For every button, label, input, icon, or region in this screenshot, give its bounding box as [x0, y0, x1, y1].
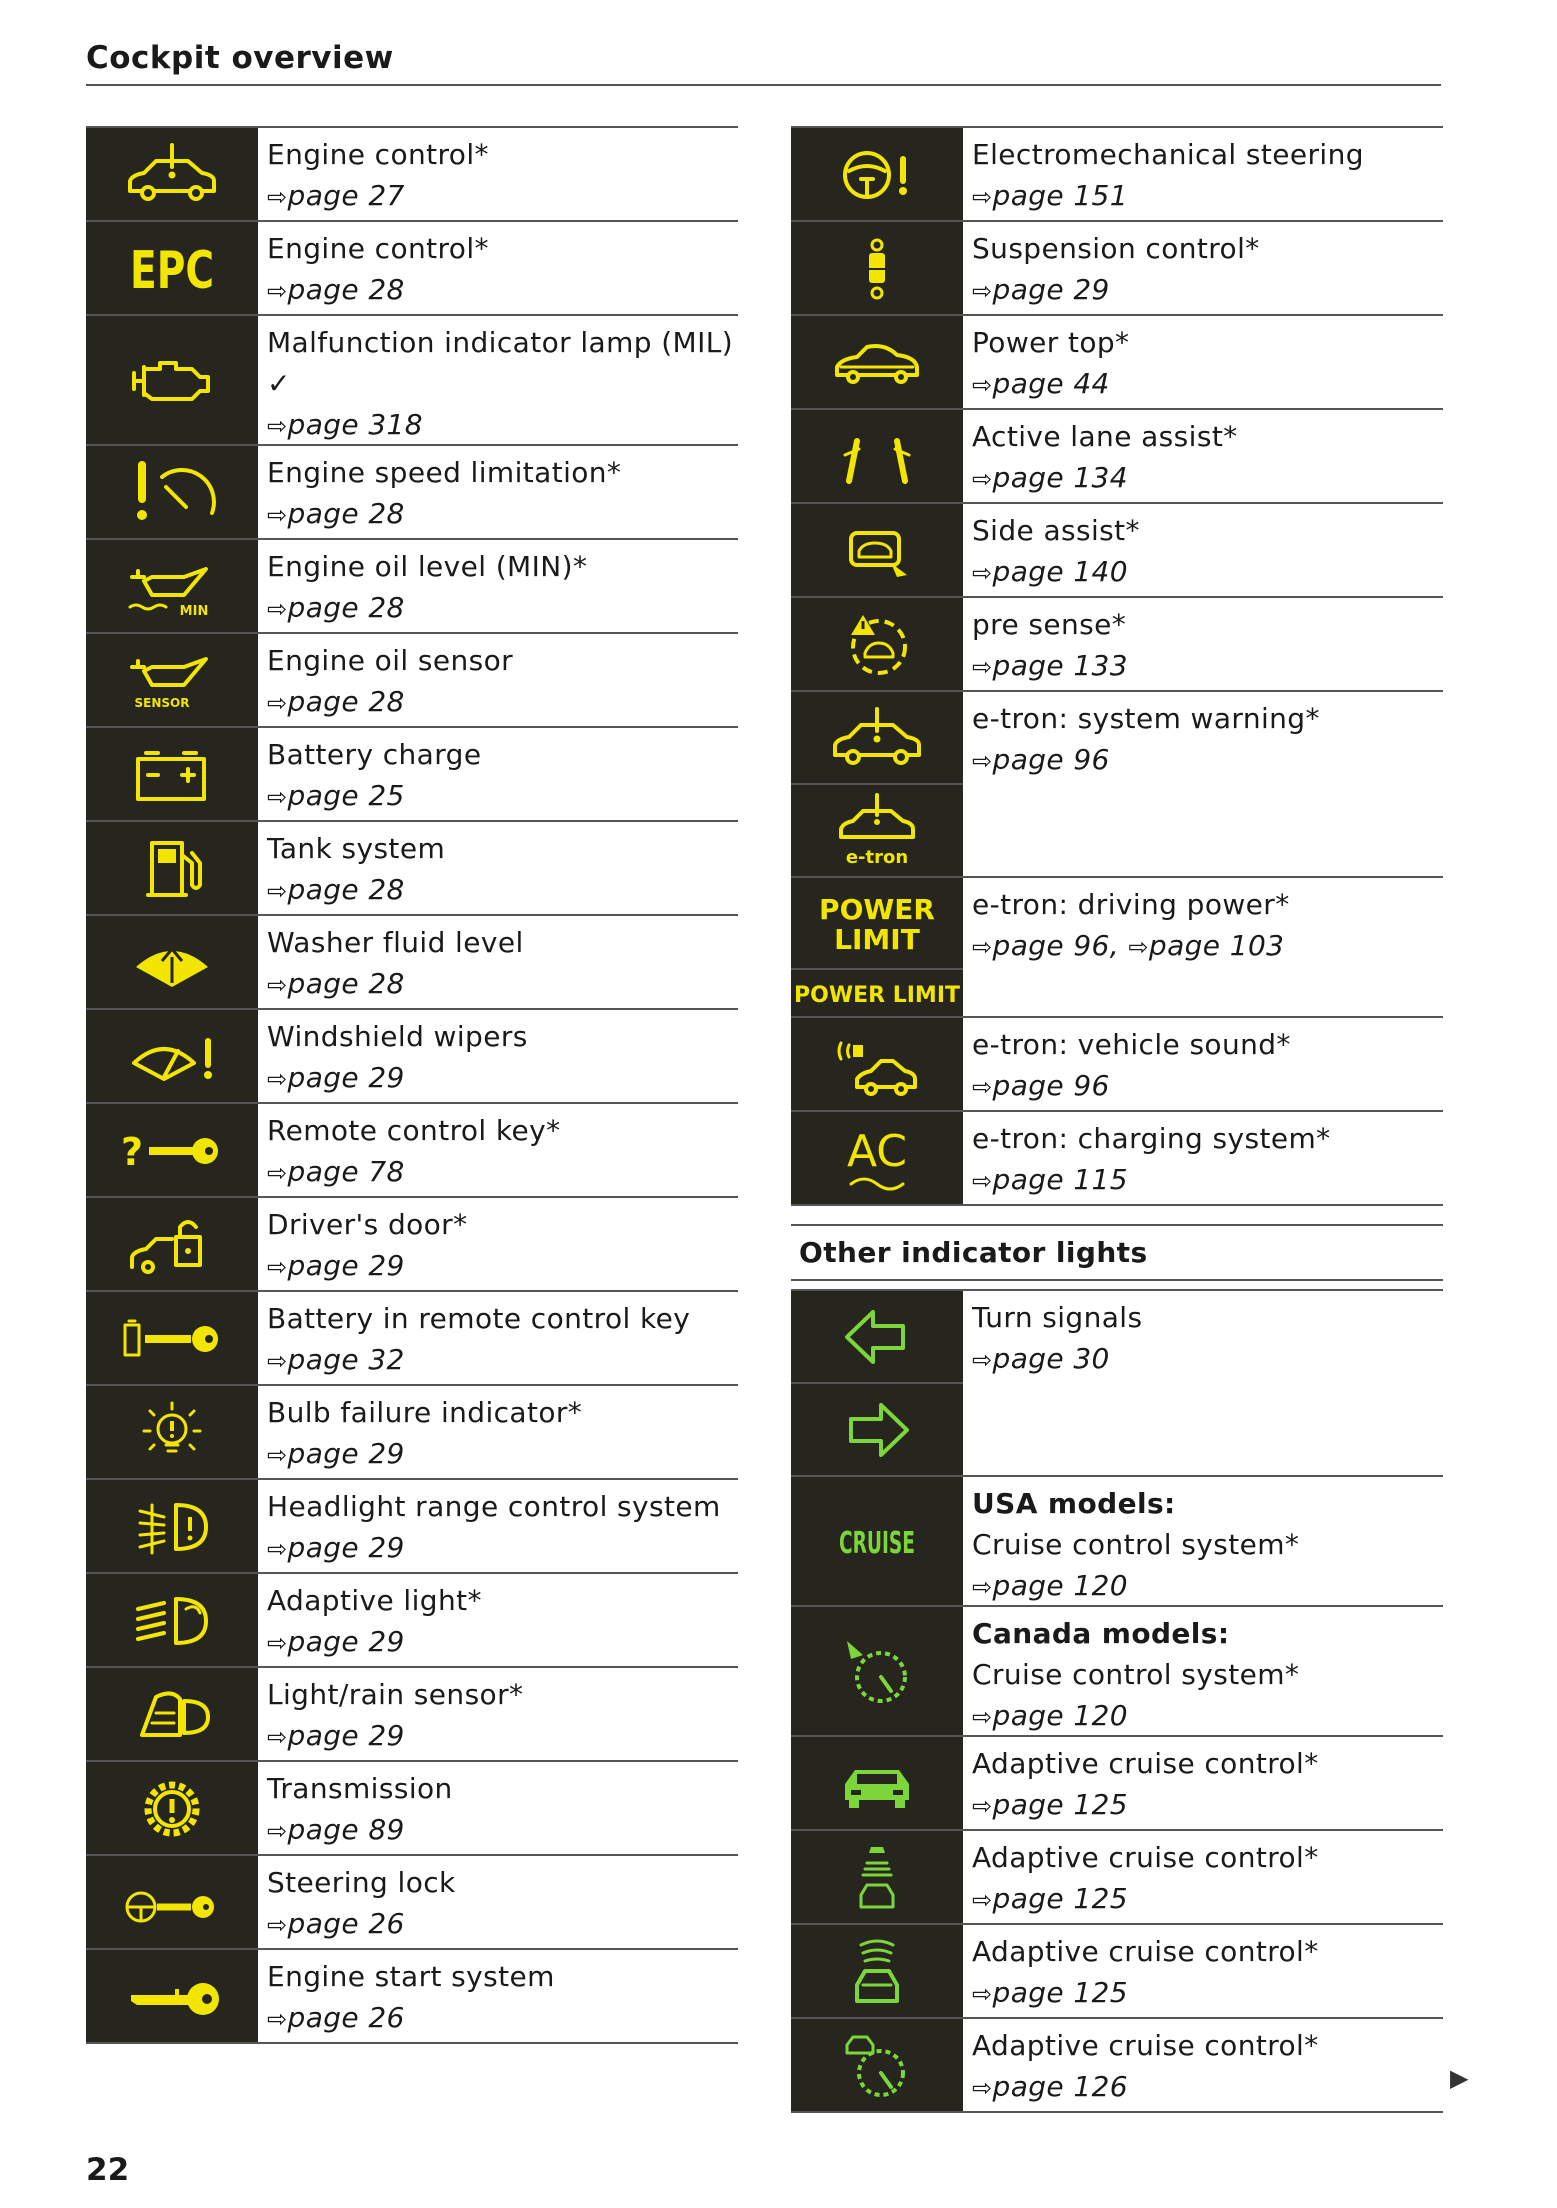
svg-text:POWER: POWER	[819, 893, 935, 926]
page-header-title: Cockpit overview	[86, 40, 394, 76]
indicator-row	[791, 2019, 1443, 2113]
power-limit-icon	[791, 968, 963, 1016]
page-reference-link[interactable]: ⇨page 140	[972, 555, 1128, 588]
page-reference-link[interactable]: ⇨page 96	[972, 743, 1110, 776]
indicator-row	[86, 1010, 738, 1104]
right-indicator-table	[791, 126, 1443, 2113]
region-heading: USA models:	[972, 1487, 1176, 1520]
cruise-icon	[791, 1477, 963, 1605]
indicator-row	[791, 1737, 1443, 1831]
battery-icon	[86, 728, 258, 820]
indicator-row	[86, 1480, 738, 1574]
indicator-title: Side assist*	[972, 514, 1140, 547]
next-page-arrow-icon[interactable]: ▶	[1450, 2064, 1469, 2092]
acc-car-icon	[791, 1737, 963, 1829]
indicator-title: Turn signals	[972, 1301, 1143, 1334]
washer-fluid-icon	[86, 916, 258, 1008]
indicator-title: Driver's door*	[267, 1208, 468, 1241]
indicator-row	[791, 1112, 1443, 1206]
transmission-icon	[86, 1762, 258, 1854]
page-reference-link[interactable]: ⇨page 134	[972, 461, 1128, 494]
page-reference-link[interactable]: ⇨page 32	[267, 1343, 405, 1376]
indicator-row	[791, 1018, 1443, 1112]
indicator-title: Steering lock	[267, 1866, 456, 1899]
page-reference-link[interactable]: ⇨page 44	[972, 367, 1110, 400]
indicator-title: Transmission	[267, 1772, 453, 1805]
indicator-row	[86, 634, 738, 728]
indicator-title: pre sense*	[972, 608, 1127, 641]
page-reference-link[interactable]: ⇨page 29	[267, 1061, 405, 1094]
engine-control-warning-icon	[86, 128, 258, 220]
epc-icon	[86, 222, 258, 314]
indicator-title: Engine control*	[267, 138, 489, 171]
indicator-title: Active lane assist*	[972, 420, 1238, 453]
acc-speedometer-icon	[791, 2019, 963, 2111]
engine-start-key-icon	[86, 1950, 258, 2042]
indicator-title: Power top*	[972, 326, 1130, 359]
page-reference-link[interactable]: ⇨page 126	[972, 2070, 1128, 2103]
svg-text:CRUISE: CRUISE	[839, 1526, 915, 1561]
page-reference-link[interactable]: ⇨page 26	[267, 2001, 405, 2034]
indicator-row	[86, 1386, 738, 1480]
page-reference-link[interactable]: ⇨page 28	[267, 497, 405, 530]
page-reference-link[interactable]: ⇨page 28	[267, 591, 405, 624]
fuel-pump-icon	[86, 822, 258, 914]
page-reference-link[interactable]: ⇨page 125	[972, 1976, 1128, 2009]
indicator-row	[86, 1104, 738, 1198]
indicator-row	[86, 540, 738, 634]
indicator-title: Battery in remote control key	[267, 1302, 691, 1335]
indicator-title: Malfunction indicator lamp (MIL)	[267, 326, 734, 359]
indicator-row	[86, 1668, 738, 1762]
wiper-warning-icon	[86, 1010, 258, 1102]
page-reference-link[interactable]: ⇨page 125	[972, 1882, 1128, 1915]
svg-text:e-tron: e-tron	[845, 846, 909, 868]
indicator-title: Engine control*	[267, 232, 489, 265]
page-reference-link[interactable]: ⇨page 30	[972, 1342, 1110, 1375]
page-reference-link[interactable]: ⇨page 125	[972, 1788, 1128, 1821]
region-heading: Canada models:	[972, 1617, 1230, 1650]
page-reference-link[interactable]: ⇨page 28	[267, 873, 405, 906]
page-reference-link[interactable]: ⇨page 96, ⇨page 103	[972, 929, 1285, 962]
pre-sense-icon	[791, 598, 963, 690]
drivers-door-icon	[86, 1198, 258, 1290]
indicator-row	[86, 916, 738, 1010]
indicator-title: e-tron: charging system*	[972, 1122, 1331, 1155]
svg-text:SENSOR: SENSOR	[134, 696, 190, 710]
indicator-row	[791, 1607, 1443, 1737]
indicator-row	[86, 822, 738, 916]
indicator-title: e-tron: driving power*	[972, 888, 1290, 921]
headlight-range-icon	[86, 1480, 258, 1572]
page-reference-link[interactable]: ⇨page 29	[267, 1437, 405, 1470]
suspension-icon	[791, 222, 963, 314]
indicator-title: e-tron: vehicle sound*	[972, 1028, 1291, 1061]
page-reference-link[interactable]: ⇨page 26	[267, 1907, 405, 1940]
indicator-row	[86, 728, 738, 822]
steering-warning-icon	[791, 128, 963, 220]
indicator-title: Battery charge	[267, 738, 482, 771]
etron-warning-icon	[791, 783, 963, 876]
indicator-title: Cruise control system*	[972, 1528, 1300, 1561]
etron-warning-icon	[791, 692, 963, 783]
light-rain-sensor-icon	[86, 1668, 258, 1760]
indicator-row	[791, 692, 1443, 878]
remote-key-icon	[86, 1104, 258, 1196]
page-reference-link[interactable]: ⇨page 29	[267, 1719, 405, 1752]
indicator-row	[86, 1574, 738, 1668]
steering-lock-icon	[86, 1856, 258, 1948]
page-reference-link[interactable]: ⇨page 78	[267, 1155, 405, 1188]
indicator-title: Engine start system	[267, 1960, 555, 1993]
indicator-title: Suspension control*	[972, 232, 1260, 265]
page-reference-link[interactable]: ⇨page 318	[267, 408, 423, 441]
page-reference-link[interactable]: ⇨page 151	[972, 179, 1128, 212]
indicator-row	[791, 222, 1443, 316]
indicator-title: Adaptive cruise control*	[972, 1841, 1319, 1874]
indicator-row	[86, 316, 738, 446]
indicator-row	[791, 1925, 1443, 2019]
page-reference-link[interactable]: ⇨page 96	[972, 1069, 1110, 1102]
acc-distance-icon	[791, 1831, 963, 1923]
page-reference-link[interactable]: ⇨page 29	[267, 1625, 405, 1658]
page-reference-link[interactable]: ⇨page 89	[267, 1813, 405, 1846]
indicator-title: Electromechanical steering	[972, 138, 1364, 171]
svg-text:?: ?	[121, 1130, 144, 1174]
indicator-title: Washer fluid level	[267, 926, 524, 959]
svg-text:POWER LIMIT: POWER LIMIT	[793, 983, 961, 1008]
indicator-title: Cruise control system*	[972, 1658, 1300, 1691]
page-reference-link[interactable]: ⇨page 29	[972, 273, 1110, 306]
indicator-title: Engine oil level (MIN)*	[267, 550, 588, 583]
left-indicator-table	[86, 126, 738, 2044]
indicator-row	[791, 1291, 1443, 1477]
turn-signal-right-icon	[791, 1382, 963, 1475]
indicator-row	[86, 222, 738, 316]
power-top-icon	[791, 316, 963, 408]
indicator-row	[86, 446, 738, 540]
indicator-row	[791, 598, 1443, 692]
vehicle-sound-icon	[791, 1018, 963, 1110]
page-reference-link[interactable]: ⇨page 133	[972, 649, 1128, 682]
adaptive-light-icon	[86, 1574, 258, 1666]
power-limit-icon	[791, 878, 963, 968]
page-reference-link[interactable]: ⇨page 28	[267, 685, 405, 718]
speedometer-cruise-icon	[791, 1607, 963, 1735]
oil-level-min-icon	[86, 540, 258, 632]
indicator-row	[86, 1950, 738, 2044]
svg-text:AC: AC	[846, 1126, 908, 1177]
page-reference-link[interactable]: ⇨page 28	[267, 967, 405, 1000]
speed-limitation-icon	[86, 446, 258, 538]
page-reference-link[interactable]: ⇨page 25	[267, 779, 405, 812]
indicator-title: Adaptive light*	[267, 1584, 482, 1617]
indicator-row	[791, 878, 1443, 1018]
side-assist-icon	[791, 504, 963, 596]
indicator-title: Adaptive cruise control*	[972, 1935, 1319, 1968]
indicator-title: Bulb failure indicator*	[267, 1396, 583, 1429]
key-battery-icon	[86, 1292, 258, 1384]
engine-check-icon	[86, 316, 258, 444]
indicator-row	[791, 1831, 1443, 1925]
page-reference-link[interactable]: ⇨page 27	[267, 179, 405, 212]
header-rule	[86, 84, 1441, 86]
indicator-row	[791, 1477, 1443, 1607]
oil-sensor-icon	[86, 634, 258, 726]
page-reference-link[interactable]: ⇨page 29	[267, 1531, 405, 1564]
indicator-row	[791, 504, 1443, 598]
indicator-row	[791, 410, 1443, 504]
indicator-row	[86, 1292, 738, 1386]
indicator-title: Windshield wipers	[267, 1020, 528, 1053]
section-title: Other indicator lights	[791, 1224, 1443, 1281]
indicator-title: Engine speed limitation*	[267, 456, 622, 489]
page-number: 22	[86, 2152, 130, 2188]
indicator-title: Light/rain sensor*	[267, 1678, 524, 1711]
svg-text:MIN: MIN	[179, 604, 209, 619]
page-reference-link[interactable]: ⇨page 115	[972, 1163, 1128, 1196]
indicator-row	[791, 128, 1443, 222]
page-reference-link[interactable]: ⇨page 120	[972, 1699, 1128, 1732]
lane-assist-icon	[791, 410, 963, 502]
svg-text:EPC: EPC	[130, 241, 214, 301]
indicator-title: Engine oil sensor	[267, 644, 514, 677]
turn-signal-left-icon	[791, 1291, 963, 1382]
page-reference-link[interactable]: ⇨page 29	[267, 1249, 405, 1282]
indicator-title: Remote control key*	[267, 1114, 561, 1147]
indicator-row	[86, 1198, 738, 1292]
page-reference-link[interactable]: ⇨page 120	[972, 1569, 1128, 1602]
indicator-title: Tank system	[267, 832, 446, 865]
indicator-title: Adaptive cruise control*	[972, 2029, 1319, 2062]
indicator-title: Adaptive cruise control*	[972, 1747, 1319, 1780]
page-reference-link[interactable]: ⇨page 28	[267, 273, 405, 306]
ac-charging-icon	[791, 1112, 963, 1204]
indicator-row	[86, 128, 738, 222]
indicator-row	[791, 316, 1443, 410]
indicator-row	[86, 1856, 738, 1950]
indicator-title: e-tron: system warning*	[972, 702, 1320, 735]
bulb-failure-icon	[86, 1386, 258, 1478]
indicator-row	[86, 1762, 738, 1856]
indicator-title: Headlight range control system	[267, 1490, 721, 1523]
checkmark: ✓	[267, 367, 291, 400]
acc-distance-waves-icon	[791, 1925, 963, 2017]
svg-text:LIMIT: LIMIT	[834, 923, 920, 956]
